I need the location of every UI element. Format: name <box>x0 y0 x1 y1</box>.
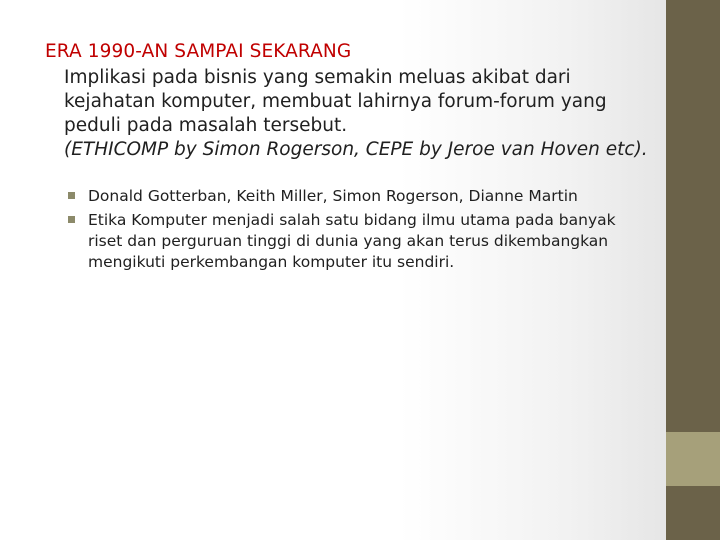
bullet-text: Etika Komputer menjadi salah satu bidang ilmu utama pada banyak riset dan perguruan tinggi di dunia yang akan terus dikembangkan mengikuti perkembangan komputer itu sendiri. <box>88 211 616 271</box>
bullet-item <box>68 210 653 273</box>
square-bullet-icon <box>68 192 75 199</box>
slide-heading: ERA 1990-AN SAMPAI SEKARANG <box>45 41 352 62</box>
side-band-accent-block <box>666 432 720 486</box>
side-decoration-band <box>666 0 720 540</box>
bullet-item <box>68 186 653 207</box>
slide-content <box>45 40 648 276</box>
side-band-bottom-block <box>666 486 720 540</box>
square-bullet-icon <box>68 216 75 223</box>
italic-note: (ETHICOMP by Simon Rogerson, CEPE by Jeroe van Hoven etc). <box>64 139 648 160</box>
bullet-text: Donald Gotterban, Keith Miller, Simon Rogerson, Dianne Martin <box>88 187 578 205</box>
side-band-dark-block <box>666 0 720 432</box>
body-paragraph: Implikasi pada bisnis yang semakin meluas akibat dari kejahatan komputer, membuat lahirnya forum-forum yang peduli pada masalah tersebut. <box>64 67 607 136</box>
bullet-list <box>68 186 653 273</box>
